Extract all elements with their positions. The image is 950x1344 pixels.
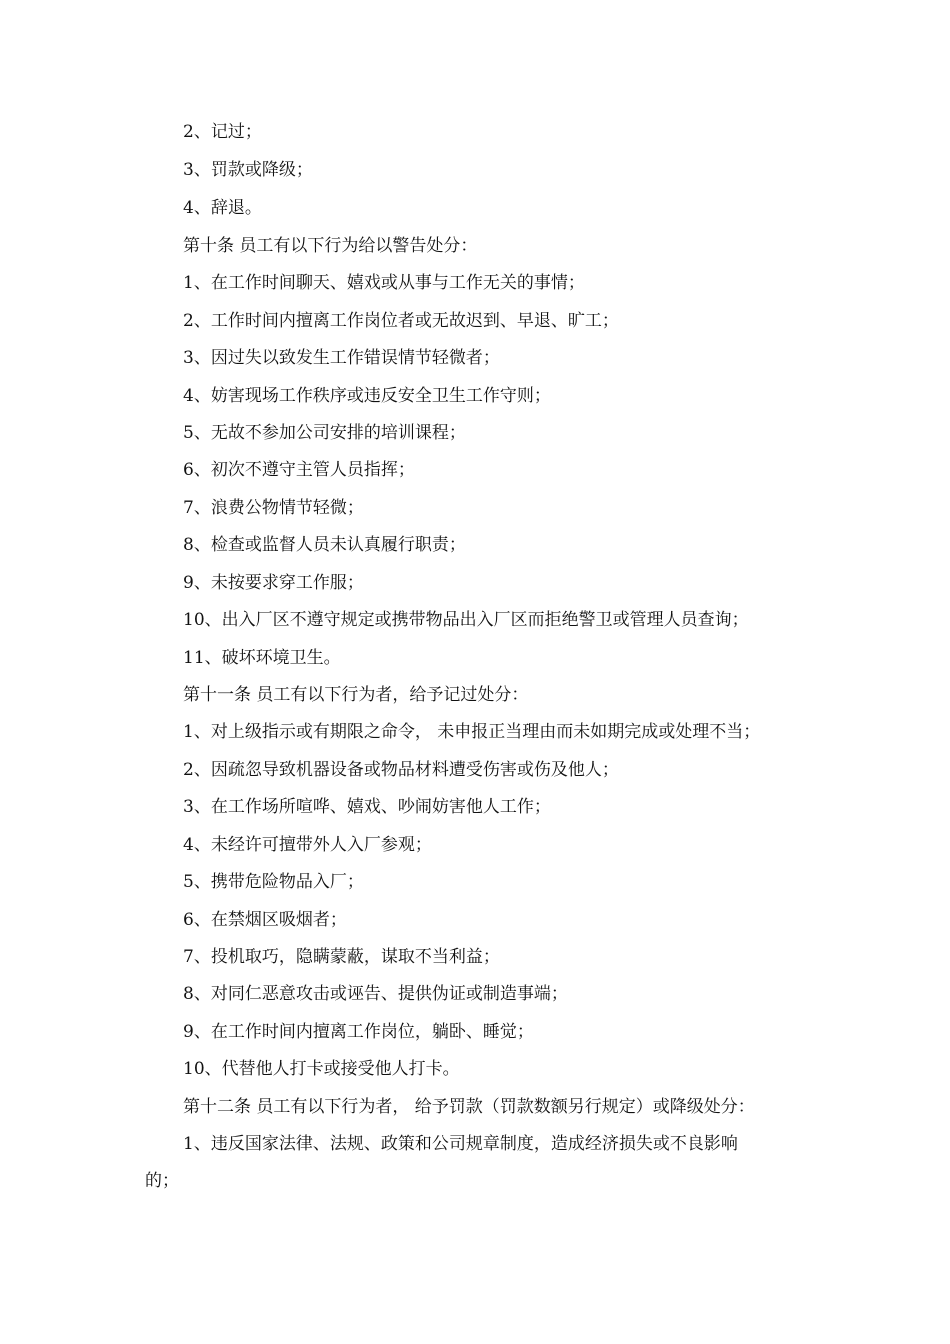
text-line: 11、破坏环境卫生。	[183, 648, 341, 668]
text-line: 9、在工作时间内擅离工作岗位，躺卧、睡觉；	[183, 1022, 534, 1042]
text-line: 1、对上级指示或有期限之命令， 未申报正当理由而未如期完成或处理不当；	[183, 722, 761, 742]
text-line: 10、出入厂区不遵守规定或携带物品出入厂区而拒绝警卫或管理人员查询；	[183, 610, 749, 630]
text-line: 4、妨害现场工作秩序或违反安全卫生工作守则；	[183, 386, 551, 406]
text-line: 2、工作时间内擅离工作岗位者或无故迟到、早退、旷工；	[183, 311, 619, 331]
text-line: 8、对同仁恶意攻击或诬告、提供伪证或制造事端；	[183, 984, 568, 1004]
text-line: 8、检查或监督人员未认真履行职责；	[183, 535, 466, 555]
text-line: 7、投机取巧，隐瞒蒙蔽，谋取不当利益；	[183, 947, 500, 967]
text-line: 5、无故不参加公司安排的培训课程；	[183, 423, 466, 443]
text-line-continuation: 的；	[145, 1171, 179, 1191]
article-heading: 第十二条 员工有以下行为者， 给予罚款（罚款数额另行规定）或降级处分：	[183, 1097, 755, 1117]
text-line: 7、浪费公物情节轻微；	[183, 498, 364, 518]
text-line: 9、未按要求穿工作服；	[183, 573, 364, 593]
text-line: 10、代替他人打卡或接受他人打卡。	[183, 1059, 460, 1079]
text-line: 2、因疏忽导致机器设备或物品材料遭受伤害或伤及他人；	[183, 760, 619, 780]
text-line: 3、在工作场所喧哗、嬉戏、吵闹妨害他人工作；	[183, 797, 551, 817]
text-line: 6、初次不遵守主管人员指挥；	[183, 460, 415, 480]
text-line: 2、记过；	[183, 122, 262, 142]
article-heading: 第十一条 员工有以下行为者，给予记过处分：	[183, 685, 529, 705]
article-heading: 第十条 员工有以下行为给以警告处分：	[183, 236, 478, 256]
text-line: 3、罚款或降级；	[183, 160, 313, 180]
text-line: 1、违反国家法律、法规、政策和公司规章制度，造成经济损失或不良影响	[183, 1134, 738, 1154]
text-line: 5、携带危险物品入厂；	[183, 872, 364, 892]
text-line: 1、在工作时间聊天、嬉戏或从事与工作无关的事情；	[183, 273, 585, 293]
text-line: 3、因过失以致发生工作错误情节轻微者；	[183, 348, 500, 368]
text-line: 6、在禁烟区吸烟者；	[183, 910, 347, 930]
text-line: 4、辞退。	[183, 198, 262, 218]
text-line: 4、未经许可擅带外人入厂参观；	[183, 835, 432, 855]
